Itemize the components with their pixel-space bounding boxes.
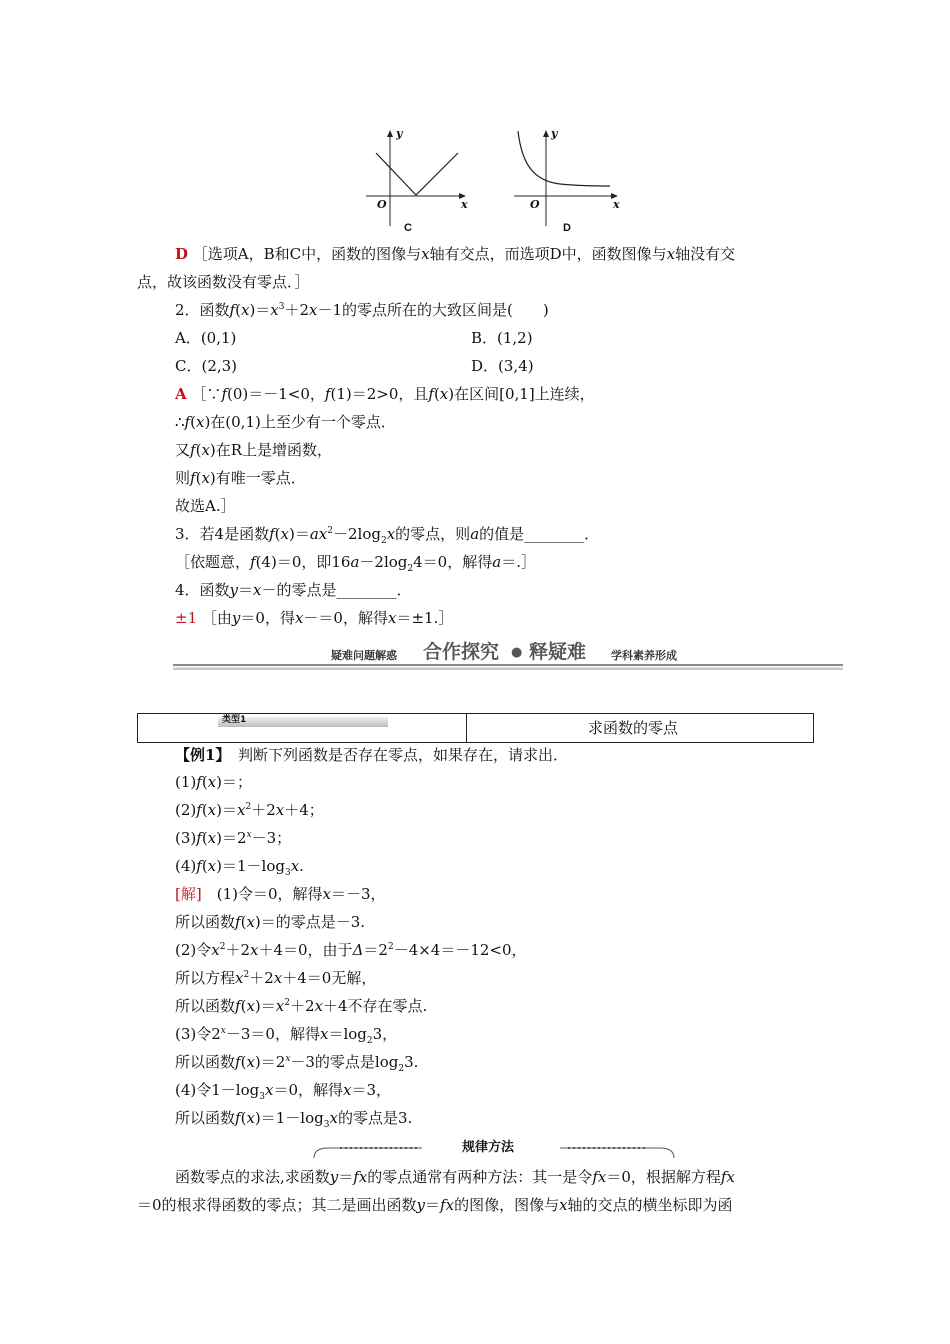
q2-option-a: A．(0,1) <box>175 329 237 347</box>
example-item-2: $(2)f(x)=x^2+2x+4$； <box>175 801 324 819</box>
banner-arrow-icon: ● <box>511 645 523 660</box>
q2-option-b: B．(1,2) <box>471 329 533 347</box>
q4-solution: ±1 ［由y＝0，得x－＝0，解得x＝±1.］ <box>175 609 454 627</box>
solution-line-5: 所以函数$f(x)=x^2+2x+4$不存在零点. <box>175 997 428 1015</box>
figure-c-x-label: x <box>461 198 468 211</box>
q2-answer: A <box>175 385 187 403</box>
example-stem: 【例1】 判断下列函数是否存在零点，如果存在，请求出． <box>175 746 568 764</box>
solution-line-6: (3)令$2^x-3=0$，解得$x=\log_23$， <box>175 1025 398 1046</box>
banner-title-a: 合作探究 <box>423 641 500 663</box>
figure-d-x-label: x <box>613 198 620 211</box>
q2-solution-line1: A ［∵f(0)＝－1<0，f(1)＝2>0，且f(x)在区间[0,1]上连续， <box>175 385 595 403</box>
figure-c-graph <box>362 126 472 236</box>
banner-left-text: 疑难问题解惑 <box>331 649 397 662</box>
q4-stem: 4．函数y＝x－的零点是________． <box>175 581 412 599</box>
solution-line-1: [解] (1)令＝0，解得x＝－3， <box>175 885 386 903</box>
q2-stem: 2．函数$f(x)=x^3+2x-1$的零点所在的大致区间是( ) <box>175 301 549 319</box>
figure-d-y-label: y <box>551 127 558 140</box>
q1-explain-text: ［选项A，B和C中，函数的图像与 <box>192 245 422 263</box>
figure-d-caption: D <box>563 222 571 234</box>
q3-stem: 3．若4是函数$f(x)=ax^2-2\log_2x$的零点，则a的值是________． <box>175 525 600 546</box>
method-heading <box>310 1138 678 1160</box>
figure-c-y-label: y <box>396 127 403 140</box>
figure-c-caption: C <box>404 222 412 234</box>
q2-solution-line3: 又f(x)在R上是增函数， <box>175 441 333 459</box>
q2-option-d: D．(3,4) <box>471 357 534 375</box>
q1-answer: D <box>175 245 189 263</box>
q4-answer: ±1 <box>175 609 198 627</box>
q2-solution-line5: 故选A.］ <box>175 497 236 515</box>
method-paragraph-line2: ＝0的根求得函数的零点；其二是画出函数y＝fx的图像，图像与x轴的交点的横坐标即为函 <box>137 1196 733 1214</box>
solution-line-9: 所以函数$f(x)=1-\log_3x$的零点是3. <box>175 1109 413 1130</box>
banner-rule <box>173 644 843 670</box>
example-item-3: $(3)f(x)=2^x-3$； <box>175 829 292 847</box>
solution-line-3: (2)令$x^2+2x+4=0$，由于$\Delta=2^2-4\times 4=-12<0$， <box>175 941 527 959</box>
banner-title-b: 释疑难 <box>529 641 587 663</box>
solution-line-2: 所以函数f(x)＝的零点是－3. <box>175 913 366 931</box>
type-title: 求函数的零点 <box>588 719 679 737</box>
solution-line-4: 所以方程$x^2+2x+4=0$无解， <box>175 969 377 987</box>
q2-solution-line2: ∴f(x)在(0,1)上至少有一个零点． <box>175 413 396 431</box>
method-paragraph-line1: 函数零点的求法,求函数y＝fx的零点通常有两种方法：其一是令fx＝0，根据解方程fx <box>175 1168 735 1186</box>
example-label: 【例1】 <box>175 746 223 764</box>
type-table <box>137 713 814 743</box>
banner-right-text: 学科素养形成 <box>611 649 677 662</box>
solution-line-7: 所以函数$f(x)=2^x-3$的零点是$\log_23$. <box>175 1053 419 1074</box>
solution-line-8: (4)令$1-\log_3x=0$，解得x＝3， <box>175 1081 391 1102</box>
method-heading-text: 规律方法 <box>462 1140 515 1155</box>
figure-d-origin: O <box>530 198 540 211</box>
q3-solution: ［依题意，f(4)＝0，即$16a-2\log_24=0$，解得a＝.］ <box>175 553 536 574</box>
q1-solution-line1: D ［选项A，B和C中，函数的图像与x轴有交点，而选项D中，函数图像与x轴没有交 <box>175 245 736 263</box>
q2-solution-line4: 则f(x)有唯一零点． <box>175 469 306 487</box>
solution-label: [解] <box>175 885 202 903</box>
example-item-4: $(4)f(x)=1-\log_3x$. <box>175 857 304 878</box>
q1-solution-line2: 点，故该函数没有零点．］ <box>137 273 310 291</box>
section-banner <box>173 641 843 670</box>
example-item-1: (1)f(x)＝； <box>175 773 252 791</box>
type-tag: 类型1 <box>222 715 247 725</box>
q2-option-c: C．(2,3) <box>175 357 238 375</box>
figure-c-origin: O <box>377 198 387 211</box>
